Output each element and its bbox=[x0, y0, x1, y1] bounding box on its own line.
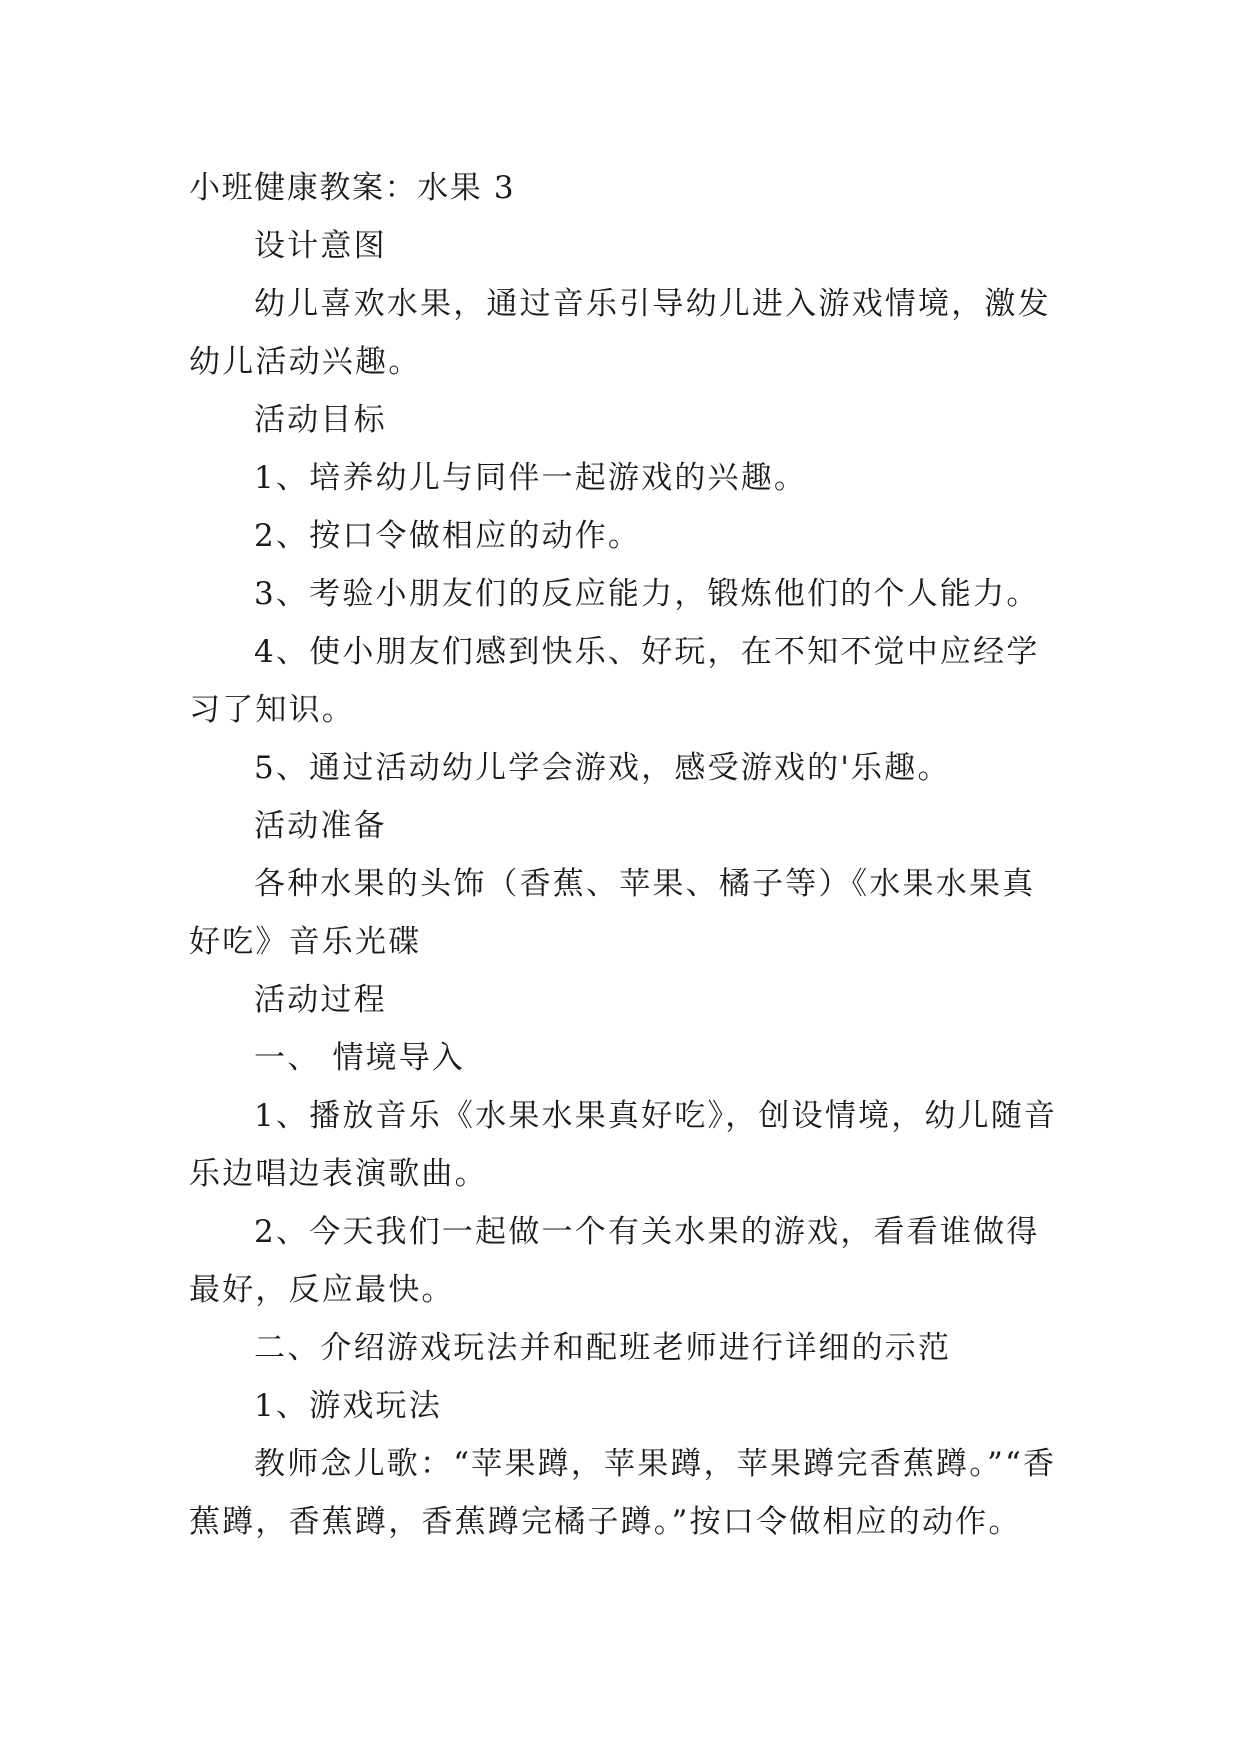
paragraph-line: 各种水果的头饰（香蕉、苹果、橘子等）《水果水果真 bbox=[254, 866, 1036, 902]
list-item: 2、按口令做相应的动作。 bbox=[254, 518, 642, 554]
list-item: 2、今天我们一起做一个有关水果的游戏，看看谁做得 bbox=[254, 1214, 1040, 1250]
paragraph-line: 幼儿活动兴趣。 bbox=[189, 344, 422, 380]
section-heading-activity-process: 活动过程 bbox=[254, 982, 387, 1018]
subsection-heading: 二、介绍游戏玩法并和配班老师进行详细的示范 bbox=[254, 1330, 952, 1366]
document-title: 小班健康教案：水果 3 bbox=[189, 170, 516, 206]
section-heading-activity-goals: 活动目标 bbox=[254, 402, 387, 438]
list-item: 4、使小朋友们感到快乐、好玩，在不知不觉中应经学 bbox=[254, 634, 1040, 670]
list-item: 1、培养幼儿与同伴一起游戏的兴趣。 bbox=[254, 460, 808, 496]
list-item: 1、游戏玩法 bbox=[254, 1388, 442, 1424]
paragraph-line: 幼儿喜欢水果，通过音乐引导幼儿进入游戏情境，激发 bbox=[254, 286, 1051, 322]
list-item: 1、播放音乐《水果水果真好吃》，创设情境，幼儿随音 bbox=[254, 1098, 1058, 1134]
list-item: 3、考验小朋友们的反应能力，锻炼他们的个人能力。 bbox=[254, 576, 1040, 612]
paragraph-line: 最好，反应最快。 bbox=[189, 1272, 455, 1308]
paragraph-line: 乐边唱边表演歌曲。 bbox=[189, 1156, 488, 1192]
paragraph-line: 习了知识。 bbox=[189, 692, 355, 728]
section-heading-design-intent: 设计意图 bbox=[254, 228, 387, 264]
list-item: 5、通过活动幼儿学会游戏，感受游戏的'乐趣。 bbox=[254, 750, 951, 786]
paragraph-line: 教师念儿歌：“苹果蹲，苹果蹲，苹果蹲完香蕉蹲。”“香 bbox=[254, 1446, 1057, 1482]
paragraph-line: 好吃》音乐光碟 bbox=[189, 924, 422, 960]
subsection-heading: 一、 情境导入 bbox=[254, 1040, 466, 1076]
paragraph-line: 蕉蹲，香蕉蹲，香蕉蹲完橘子蹲。”按口令做相应的动作。 bbox=[189, 1504, 1022, 1540]
section-heading-activity-preparation: 活动准备 bbox=[254, 808, 387, 844]
